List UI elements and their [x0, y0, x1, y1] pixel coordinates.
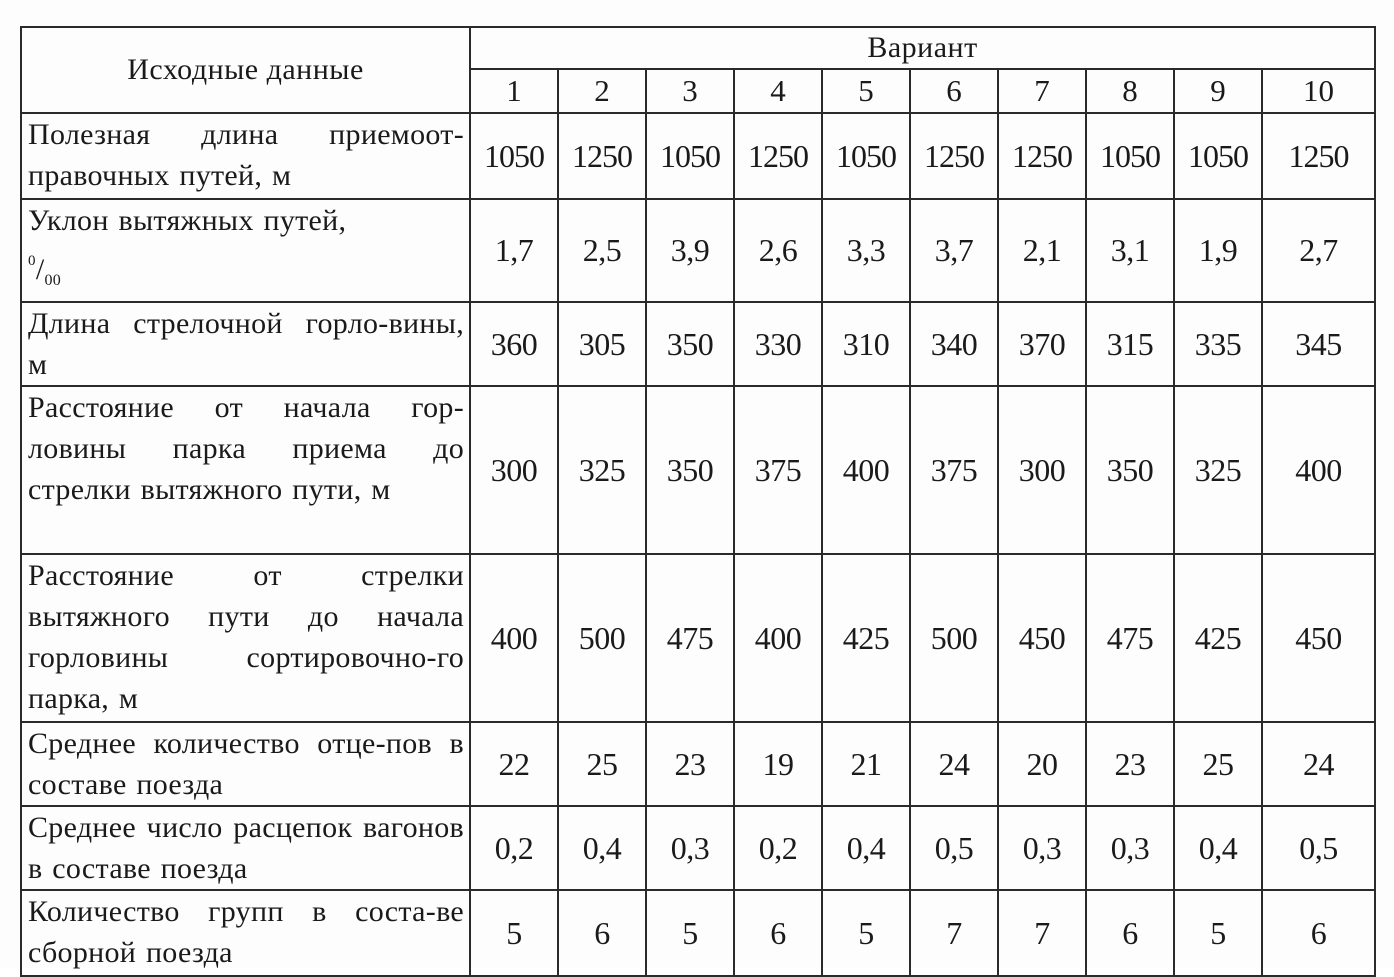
value-cell: 0,2	[734, 806, 822, 890]
value-cell: 1050	[1174, 113, 1262, 199]
value-cell: 500	[910, 554, 998, 722]
row-label	[21, 113, 470, 199]
value-cell: 425	[822, 554, 910, 722]
value-cell: 2,1	[998, 199, 1086, 302]
value-cell: 3,9	[646, 199, 734, 302]
table-row-avg-uncouplings	[21, 806, 1375, 890]
variant-number-1: 1	[470, 69, 558, 113]
value-cell: 1250	[558, 113, 646, 199]
value-cell: 22	[470, 722, 558, 806]
value-cell: 19	[734, 722, 822, 806]
row-label	[21, 554, 470, 722]
value-cell: 1050	[1086, 113, 1174, 199]
value-cell: 350	[646, 386, 734, 554]
value-cell: 5	[646, 890, 734, 976]
row-label-text: Уклон вытяжных путей,	[28, 204, 347, 237]
value-cell: 24	[1262, 722, 1375, 806]
value-cell: 340	[910, 302, 998, 386]
value-cell: 1250	[910, 113, 998, 199]
row-label-text: Полезная длина приемоот-правочных путей, м	[28, 118, 464, 192]
value-cell: 1250	[1262, 113, 1375, 199]
header-source-data: Исходные данные	[21, 27, 470, 113]
value-cell: 24	[910, 722, 998, 806]
variant-number-4: 4	[734, 69, 822, 113]
value-cell: 350	[1086, 386, 1174, 554]
value-cell: 335	[1174, 302, 1262, 386]
value-cell: 315	[1086, 302, 1174, 386]
value-cell: 0,5	[910, 806, 998, 890]
value-cell: 6	[1262, 890, 1375, 976]
value-cell: 0,4	[1174, 806, 1262, 890]
value-cell: 5	[1174, 890, 1262, 976]
value-cell: 475	[646, 554, 734, 722]
row-label	[21, 386, 470, 554]
variants-table	[20, 26, 1376, 977]
variant-number-8: 8	[1086, 69, 1174, 113]
header-variant: Вариант	[470, 27, 1375, 69]
value-cell: 3,3	[822, 199, 910, 302]
row-label-text: Длина стрелочной горло-вины, м	[28, 307, 464, 381]
value-cell: 5	[822, 890, 910, 976]
row-label-text: Количество групп в соста-ве сборной поезда	[28, 895, 464, 969]
value-cell: 20	[998, 722, 1086, 806]
value-cell: 500	[558, 554, 646, 722]
value-cell: 350	[646, 302, 734, 386]
row-label	[21, 199, 470, 302]
value-cell: 345	[1262, 302, 1375, 386]
value-cell: 0,2	[470, 806, 558, 890]
table-row-avg-cuts	[21, 722, 1375, 806]
value-cell: 6	[1086, 890, 1174, 976]
value-cell: 3,1	[1086, 199, 1174, 302]
value-cell: 0,3	[998, 806, 1086, 890]
value-cell: 475	[1086, 554, 1174, 722]
variant-number-6: 6	[910, 69, 998, 113]
row-label	[21, 890, 470, 976]
value-cell: 3,7	[910, 199, 998, 302]
table-body	[21, 113, 1375, 976]
row-label-text: Среднее число расцепок вагонов в составе поезда	[28, 811, 464, 885]
value-cell: 0,4	[558, 806, 646, 890]
table-row-groups-count	[21, 890, 1375, 976]
value-cell: 6	[558, 890, 646, 976]
value-cell: 1050	[822, 113, 910, 199]
value-cell: 330	[734, 302, 822, 386]
value-cell: 400	[734, 554, 822, 722]
value-cell: 23	[1086, 722, 1174, 806]
value-cell: 300	[470, 386, 558, 554]
value-cell: 0,3	[646, 806, 734, 890]
value-cell: 300	[998, 386, 1086, 554]
value-cell: 0,5	[1262, 806, 1375, 890]
row-label-text: Среднее количество отце-пов в составе поезда	[28, 727, 464, 801]
variant-number-7: 7	[998, 69, 1086, 113]
value-cell: 1050	[470, 113, 558, 199]
value-cell: 450	[1262, 554, 1375, 722]
value-cell: 375	[734, 386, 822, 554]
table-row-switch-neck-length	[21, 302, 1375, 386]
row-label	[21, 302, 470, 386]
variant-number-5: 5	[822, 69, 910, 113]
value-cell: 360	[470, 302, 558, 386]
value-cell: 400	[1262, 386, 1375, 554]
row-label	[21, 722, 470, 806]
value-cell: 25	[1174, 722, 1262, 806]
value-cell: 1050	[646, 113, 734, 199]
table-row-track-gradient	[21, 199, 1375, 302]
table-row-distance-switch-to-sorting	[21, 554, 1375, 722]
row-label	[21, 806, 470, 890]
variant-number-9: 9	[1174, 69, 1262, 113]
value-cell: 370	[998, 302, 1086, 386]
value-cell: 7	[910, 890, 998, 976]
value-cell: 1,9	[1174, 199, 1262, 302]
value-cell: 21	[822, 722, 910, 806]
table-row-useful-length	[21, 113, 1375, 199]
value-cell: 23	[646, 722, 734, 806]
value-cell: 310	[822, 302, 910, 386]
value-cell: 7	[998, 890, 1086, 976]
value-cell: 425	[1174, 554, 1262, 722]
variant-number-10: 10	[1262, 69, 1375, 113]
variant-number-2: 2	[558, 69, 646, 113]
value-cell: 305	[558, 302, 646, 386]
value-cell: 1250	[734, 113, 822, 199]
row-label-text: Расстояние от начала гор-ловины парка приема до стрелки вытяжного пути, м	[28, 391, 464, 506]
value-cell: 6	[734, 890, 822, 976]
value-cell: 0,4	[822, 806, 910, 890]
value-cell: 5	[470, 890, 558, 976]
table-row-distance-receiving-to-switch	[21, 386, 1375, 554]
value-cell: 25	[558, 722, 646, 806]
value-cell: 1,7	[470, 199, 558, 302]
value-cell: 325	[1174, 386, 1262, 554]
value-cell: 450	[998, 554, 1086, 722]
permille-unit: $^0/_{00}$	[28, 253, 62, 289]
value-cell: 2,7	[1262, 199, 1375, 302]
value-cell: 400	[822, 386, 910, 554]
value-cell: 325	[558, 386, 646, 554]
row-label-text: Расстояние от стрелки вытяжного пути до начала горловины сортировочно-го парка, м	[28, 559, 464, 715]
value-cell: 400	[470, 554, 558, 722]
value-cell: 375	[910, 386, 998, 554]
value-cell: 2,6	[734, 199, 822, 302]
variant-number-3: 3	[646, 69, 734, 113]
value-cell: 0,3	[1086, 806, 1174, 890]
value-cell: 1250	[998, 113, 1086, 199]
value-cell: 2,5	[558, 199, 646, 302]
